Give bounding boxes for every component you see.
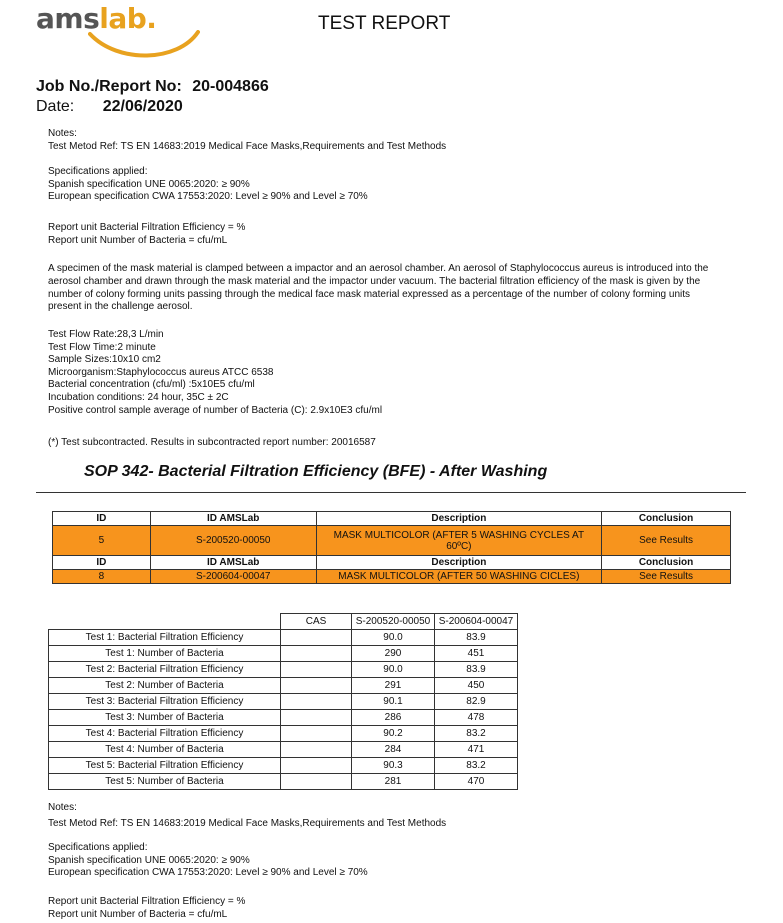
cas-value: [281, 694, 352, 710]
value-b: 450: [435, 678, 518, 694]
cas-value: [281, 742, 352, 758]
section-divider: [36, 492, 746, 493]
value-b: 83.9: [435, 662, 518, 678]
header-cell: Description: [316, 512, 602, 526]
value-b: 451: [435, 646, 518, 662]
value-a: 284: [352, 742, 435, 758]
footer-unit-bfe: Report unit Bacterial Filtration Efficiency = %: [48, 896, 246, 907]
test-label: Test 5: Number of Bacteria: [49, 774, 281, 790]
value-b: 82.9: [435, 694, 518, 710]
amslab-logo: [36, 2, 176, 62]
specs-block: [48, 166, 368, 204]
sample-amslab-id: S-200520-00050: [150, 526, 316, 556]
cas-value: [281, 678, 352, 694]
corner-cell: [49, 614, 281, 630]
logo-text-lab: lab: [99, 2, 147, 35]
cas-value: [281, 630, 352, 646]
notes-block: [48, 128, 446, 153]
value-a: 90.0: [352, 662, 435, 678]
test-label: Test 1: Bacterial Filtration Efficiency: [49, 630, 281, 646]
header-cell: ID: [53, 512, 151, 526]
footer-spec-spanish: Spanish specification UNE 0065:2020: ≥ 90%: [48, 854, 250, 866]
date-value: 22/06/2020: [102, 98, 183, 115]
logo-swoosh-icon: [88, 30, 200, 60]
test-label: Test 4: Number of Bacteria: [49, 742, 281, 758]
spec-spanish: Spanish specification UNE 0065:2020: ≥ 90%: [48, 178, 250, 190]
sample-id: 8: [53, 570, 151, 584]
job-value: 20-004866: [192, 78, 269, 95]
units-block: [48, 222, 245, 247]
specs-label: Specifications applied:: [48, 166, 148, 177]
results-row: [49, 630, 518, 646]
test-conditions: [48, 329, 382, 417]
sample-table: [52, 511, 731, 584]
flow-rate: Test Flow Rate:28,3 L/min: [48, 329, 164, 340]
header-cell: Conclusion: [602, 512, 731, 526]
results-header-row: [49, 614, 518, 630]
value-a: 90.1: [352, 694, 435, 710]
sample-id: 5: [53, 526, 151, 556]
unit-bacteria: Report unit Number of Bacteria = cfu/mL: [48, 234, 228, 246]
value-a: 90.0: [352, 630, 435, 646]
results-row: [49, 710, 518, 726]
value-b: 478: [435, 710, 518, 726]
logo-dot: .: [146, 2, 157, 35]
header-cell: S-200604-00047: [435, 614, 518, 630]
value-a: 90.2: [352, 726, 435, 742]
results-row: [49, 774, 518, 790]
header-cell: Description: [316, 556, 602, 570]
results-row: [49, 646, 518, 662]
cas-value: [281, 662, 352, 678]
value-b: 83.9: [435, 630, 518, 646]
header-cell: Conclusion: [602, 556, 731, 570]
value-b: 471: [435, 742, 518, 758]
job-label: Job No./Report No:: [36, 78, 182, 95]
cas-value: [281, 710, 352, 726]
report-title: TEST REPORT: [318, 13, 451, 34]
value-b: 83.2: [435, 758, 518, 774]
header-cell: S-200520-00050: [352, 614, 435, 630]
date-line: [36, 98, 183, 116]
test-label: Test 2: Bacterial Filtration Efficiency: [49, 662, 281, 678]
spec-european: European specification CWA 17553:2020: Level ≥ 90% and Level ≥ 70%: [48, 191, 368, 203]
value-a: 90.3: [352, 758, 435, 774]
header-cell: ID AMSLab: [150, 556, 316, 570]
bacterial-concentration: Bacterial concentration (cfu/ml) :5x10E5 cfu/ml: [48, 379, 255, 391]
sample-row: [53, 526, 731, 556]
cas-value: [281, 774, 352, 790]
footer-notes-label: Notes:: [48, 802, 77, 813]
incubation-conditions: Incubation conditions: 24 hour, 35C ± 2C: [48, 391, 229, 403]
test-label: Test 1: Number of Bacteria: [49, 646, 281, 662]
method-description: A specimen of the mask material is clamped between a impactor and an aerosol chamber. An aerosol of Staphylococcus aureus is introduced into the aerosol chamber and drawn through the mask material and the impactor under vacuum. The bacterial filtration efficiency of the mask is given by the number of colony forming units passing through the medical face mask material expressed as a percentage of the number of colony forming units present in the challenge aerosol.: [48, 263, 709, 313]
footer-spec-european: European specification CWA 17553:2020: Level ≥ 90% and Level ≥ 70%: [48, 867, 368, 879]
value-a: 290: [352, 646, 435, 662]
header-cell: ID: [53, 556, 151, 570]
unit-bfe: Report unit Bacterial Filtration Efficiency = %: [48, 222, 246, 233]
results-table: [48, 613, 518, 790]
footer-method-ref: Test Metod Ref: TS EN 14683:2019 Medical Face Masks,Requirements and Test Methods: [48, 817, 447, 829]
results-row: [49, 662, 518, 678]
sample-amslab-id: S-200604-00047: [150, 570, 316, 584]
test-label: Test 2: Number of Bacteria: [49, 678, 281, 694]
value-b: 83.2: [435, 726, 518, 742]
sample-conclusion: See Results: [602, 570, 731, 584]
value-a: 286: [352, 710, 435, 726]
footer-unit-bacteria: Report unit Number of Bacteria = cfu/mL: [48, 908, 228, 920]
test-label: Test 5: Bacterial Filtration Efficiency: [49, 758, 281, 774]
positive-control: Positive control sample average of number of Bacteria (C): 2.9x10E3 cfu/ml: [48, 404, 383, 416]
test-label: Test 4: Bacterial Filtration Efficiency: [49, 726, 281, 742]
cas-value: [281, 646, 352, 662]
results-row: [49, 742, 518, 758]
cas-value: [281, 726, 352, 742]
method-ref: Test Metod Ref: TS EN 14683:2019 Medical Face Masks,Requirements and Test Methods: [48, 140, 447, 152]
test-label: Test 3: Number of Bacteria: [49, 710, 281, 726]
section-title: SOP 342- Bacterial Filtration Efficiency (BFE) - After Washing: [84, 463, 548, 480]
footer-specs-block: [48, 842, 368, 880]
sample-row: [53, 570, 731, 584]
sample-conclusion: See Results: [602, 526, 731, 556]
results-row: [49, 678, 518, 694]
sample-sizes: Sample Sizes:10x10 cm2: [48, 354, 161, 366]
value-a: 291: [352, 678, 435, 694]
notes-label: Notes:: [48, 128, 77, 139]
microorganism: Microorganism:Staphylococcus aureus ATCC 6538: [48, 366, 274, 378]
sample-description: MASK MULTICOLOR (AFTER 5 WASHING CYCLES AT 60ºC): [316, 526, 602, 556]
sample-table-header: [53, 556, 731, 570]
cas-value: [281, 758, 352, 774]
value-b: 470: [435, 774, 518, 790]
results-row: [49, 758, 518, 774]
results-row: [49, 726, 518, 742]
subcontracted-note: (*) Test subcontracted. Results in subcontracted report number: 20016587: [48, 437, 376, 448]
header-cell: CAS: [281, 614, 352, 630]
footer-units-block: [48, 896, 245, 921]
logo-text-ams: ams: [36, 2, 100, 35]
footer-specs-label: Specifications applied:: [48, 842, 148, 853]
sample-description: MASK MULTICOLOR (AFTER 50 WASHING CICLES): [316, 570, 602, 584]
results-row: [49, 694, 518, 710]
header-cell: ID AMSLab: [150, 512, 316, 526]
footer-notes-block: [48, 802, 446, 830]
value-a: 281: [352, 774, 435, 790]
date-label: Date:: [36, 98, 75, 115]
sample-table-header: [53, 512, 731, 526]
job-number-line: [36, 78, 269, 96]
flow-time: Test Flow Time:2 minute: [48, 341, 156, 353]
test-label: Test 3: Bacterial Filtration Efficiency: [49, 694, 281, 710]
